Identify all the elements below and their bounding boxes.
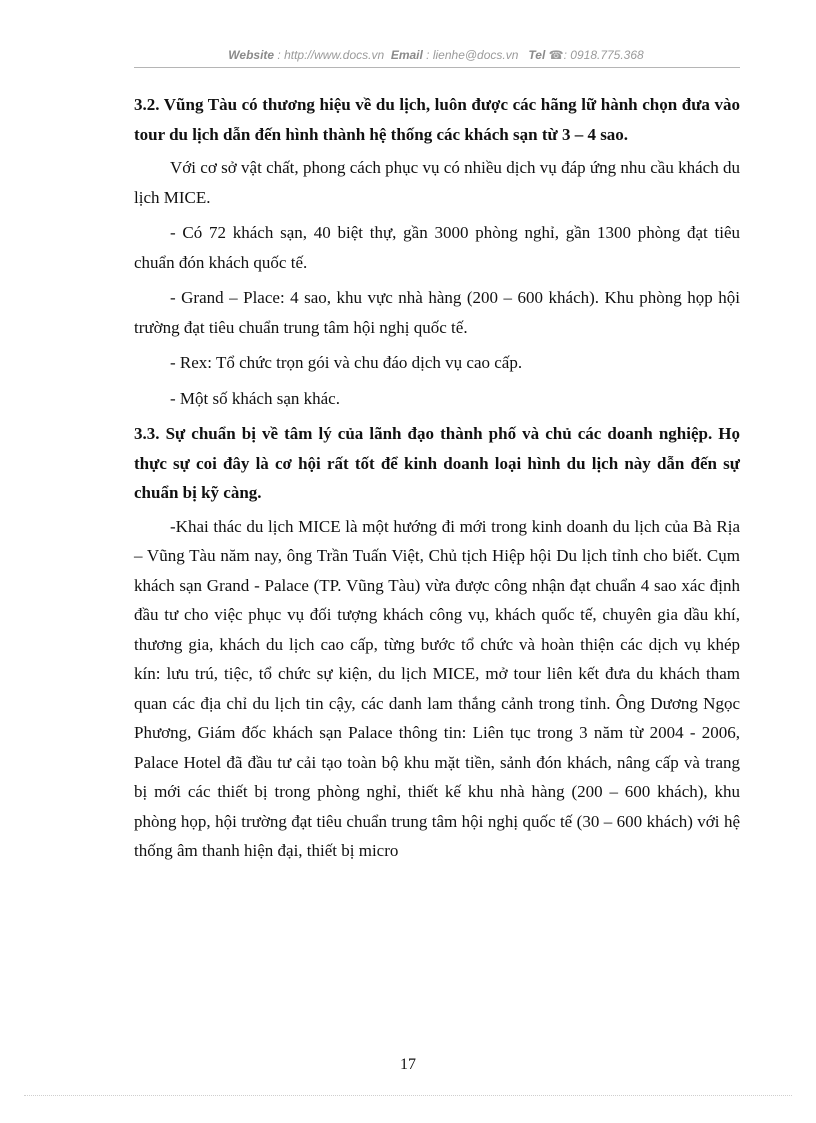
footer-rule — [24, 1095, 792, 1096]
tel-value: : 0918.775.368 — [563, 48, 644, 62]
paragraph: -Khai thác du lịch MICE là một hướng đi mới trong kinh doanh du lịch của Bà Rịa – Vũng Tàu năm nay, ông Trần Tuấn Việt, Chủ tịch Hiệp hội Du lịch tỉnh cho biết. Cụm khách sạn Grand - Palace (TP. Vũng Tàu) vừa được công nhận đạt chuẩn 4 sao xác định đầu tư cho việc phục vụ đối tượng khách công vụ, khách quốc tế, chuyên gia dầu khí, thương gia, khách du lịch cao cấp, từng bước tổ chức và hoàn thiện các dịch vụ khép kín: lưu trú, tiệc, tổ chức sự kiện, du lịch MICE, mở tour liên kết đưa du khách tham quan các địa chỉ du lịch tin cậy, các danh lam thắng cảnh trong tỉnh. Ông Dương Ngọc Phương, Giám đốc khách sạn Palace thông tin: Liên tục trong 3 năm từ 2004 - 2006, Palace Hotel đã đầu tư cải tạo toàn bộ khu mặt tiền, sảnh đón khách, nâng cấp và trang bị mới các thiết bị trong phòng nghỉ, thiết kế khu nhà hàng (200 – 600 khách), khu phòng họp, hội trường đạt tiêu chuẩn trung tâm hội nghị quốc tế (30 – 600 khách) với hệ thống âm thanh hiện đại, thiết bị micro — [134, 516, 740, 860]
section-heading-3-3: 3.3. Sự chuẩn bị về tâm lý của lãnh đạo thành phố và chủ các doanh nghiệp. Họ thực sự coi đây là cơ hội rất tốt để kinh doanh loại hình du lịch này dẫn đến sự chuẩn bị kỹ càng. — [134, 424, 740, 502]
section-heading-3-2: 3.2. Vũng Tàu có thương hiệu về du lịch, luôn được các hãng lữ hành chọn đưa vào tour du lịch dẫn đến hình thành hệ thống các khách sạn từ 3 – 4 sao. — [134, 95, 740, 144]
paragraph: Với cơ sở vật chất, phong cách phục vụ có nhiều dịch vụ đáp ứng nhu cầu khách du lịch MICE. — [134, 158, 740, 207]
header-rule — [134, 67, 740, 68]
email-label: Email — [390, 48, 423, 62]
page-number: 17 — [400, 1056, 416, 1073]
website-value: : http://www.docs.vn — [277, 48, 385, 62]
bullet-paragraph: - Rex: Tổ chức trọn gói và chu đáo dịch vụ cao cấp. — [170, 353, 523, 372]
email-value: : lienhe@docs.vn — [426, 48, 519, 62]
website-label: Website — [228, 48, 275, 62]
bullet-paragraph: - Grand – Place: 4 sao, khu vực nhà hàng (200 – 600 khách). Khu phòng họp hội trường đạt tiêu chuẩn trung tâm hội nghị quốc tế. — [134, 288, 740, 337]
tel-label: Tel — [528, 48, 546, 62]
document-body — [134, 90, 740, 872]
bullet-paragraph: - Một số khách sạn khác. — [170, 388, 340, 408]
page-header — [130, 48, 742, 62]
bullet-paragraph: - Có 72 khách sạn, 40 biệt thự, gần 3000 phòng nghỉ, gần 1300 phòng đạt tiêu chuẩn đón khách quốc tế. — [134, 223, 740, 272]
phone-icon: ☎ — [548, 48, 564, 62]
